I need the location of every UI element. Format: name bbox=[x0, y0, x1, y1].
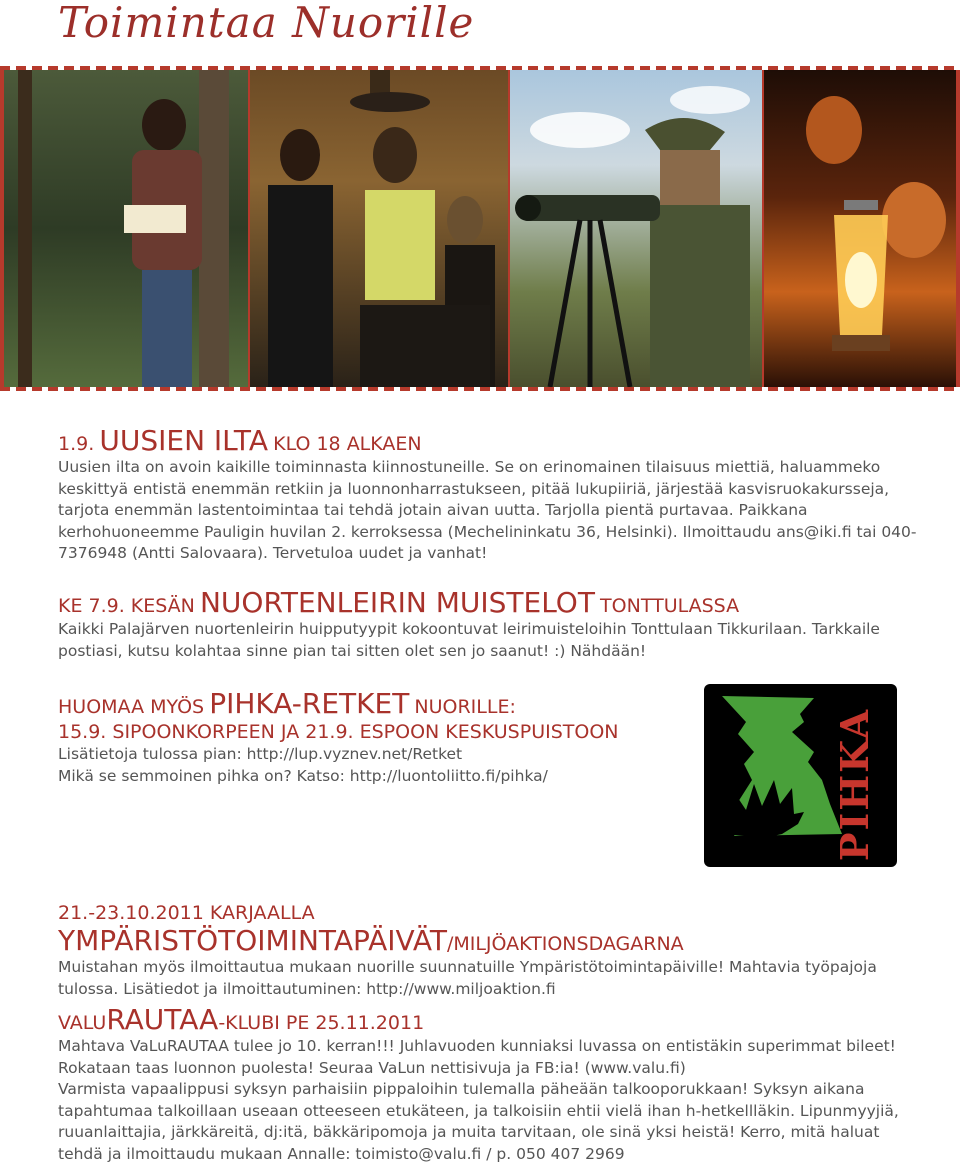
event-title: UUSIEN ILTA bbox=[99, 424, 269, 457]
photo-strip bbox=[0, 66, 960, 391]
event-location: TONTTULASSA bbox=[600, 595, 740, 617]
event-date: -KLUBI PE 25.11.2011 bbox=[218, 1012, 425, 1034]
heading-prefix: VALU bbox=[58, 1012, 107, 1034]
event-date: KE 7.9. KESÄN bbox=[58, 595, 195, 617]
section-body: Varmista vapaalippusi syksyn parhaisiin pippaloihin tulemalla päheään talkooporukkaan! Syksyn aikana tapahtumaa talkoillaan useaan otteeseen etukäteen, ja talkoisiin ehtii vielä ihan h-hetkellläkin. Lipunmyyjiä, ruuanlaittajia, järkkäreitä, dj:itä, bäkkäripomoja ja muita tarvitaan, ole sinä yksi heistä! Kerro, mitä haluat tehdä ja ilmoittaudu mukaan Annalle: toimisto@valu.fi / p. 050 407 2969 bbox=[58, 1080, 899, 1163]
section-heading bbox=[58, 688, 678, 720]
section-valurautaa bbox=[58, 1004, 918, 1165]
section-body: Uusien ilta on avoin kaikille toiminnasta kiinnostuneille. Se on erinomainen tilaisuus miettiä, haluammeko keskittyä entistä enemmän retkiin ja luonnonharrastukseen, pitää lukupiiriä, järjestää kasvisruokakursseja, tarjota enemmän lastentoimintaa tai tehdä jotain aivan uutta. Tarjolla pientä purtavaa. Paikkana kerhohuoneemme Pauligin huvilan 2. kerroksessa (Mechelininkatu 36, Helsinki). Ilmoittaudu ans@iki.fi tai 040-7376948 (Antti Salovaara). Tervetuloa uudet ja vanhat! bbox=[58, 458, 917, 563]
trip-dates: 15.9. SIPOONKORPEEN JA 21.9. ESPOON KESKUSPUISTOON bbox=[58, 721, 619, 744]
section-body: Mahtava VaLuRAUTAA tulee jo 10. kerran!!! Juhlavuoden kunniaksi luvassa on entistäkin superimmat bileet! Rokataan taas luonnon puolesta! Seuraa VaLun nettisivuja ja FB:ia! (www.valu.fi) bbox=[58, 1037, 896, 1077]
section-heading bbox=[58, 587, 918, 619]
event-title: YMPÄRISTÖTOIMINTAPÄIVÄT bbox=[58, 923, 447, 957]
event-title: PIHKA-RETKET bbox=[209, 687, 410, 720]
section-heading bbox=[58, 903, 938, 957]
section-heading bbox=[58, 1004, 918, 1036]
section-body: Kaikki Palajärven nuortenleirin huipputyypit kokoontuvat leirimuisteloihin Tonttulaan Tikkurilaan. Tarkkaile postiasi, kutsu kolahtaa sinne pian tai sitten olet sen jo saanut! :) Nähdään! bbox=[58, 620, 880, 660]
event-date: 21.-23.10.2011 KARJAALLA bbox=[58, 902, 315, 924]
event-subtitle: /MILJÖAKTIONSDAGARNA bbox=[446, 932, 684, 955]
photo-reading-girl bbox=[4, 70, 248, 387]
page-title: Toimintaa Nuorille bbox=[58, 0, 475, 47]
photo-lantern bbox=[764, 70, 956, 387]
photo-villa-group bbox=[250, 70, 508, 387]
info-line: Mikä se semmoinen pihka on? Katso: http://luontoliitto.fi/pihka/ bbox=[58, 766, 548, 785]
section-pihka bbox=[58, 688, 678, 787]
section-body: Muistahan myös ilmoittautua mukaan nuorille suunnatuille Ympäristötoimintapäiville! Mahtavia työpajoja tulossa. Lisätiedot ja ilmoittautuminen: http://www.miljoaktion.fi bbox=[58, 958, 877, 998]
pihka-logo-text: PIHKA bbox=[831, 707, 877, 862]
photo-birdwatcher bbox=[510, 70, 762, 387]
section-nuortenleiri bbox=[58, 587, 918, 662]
heading-prefix: HUOMAA MYÖS bbox=[58, 696, 205, 718]
section-heading bbox=[58, 425, 918, 457]
section-uusien-ilta bbox=[58, 425, 918, 565]
section-ymparistotoimintapaivat bbox=[58, 903, 938, 1000]
event-date: 1.9. bbox=[58, 433, 95, 455]
event-title: RAUTAA bbox=[106, 1003, 219, 1036]
event-time: KLO 18 ALKAEN bbox=[273, 433, 422, 455]
heading-suffix: NUORILLE: bbox=[414, 696, 516, 718]
pihka-logo bbox=[704, 684, 897, 867]
event-title: NUORTENLEIRIN MUISTELOT bbox=[199, 586, 595, 619]
info-line: Lisätietoja tulossa pian: http://lup.vyznev.net/Retket bbox=[58, 745, 463, 764]
